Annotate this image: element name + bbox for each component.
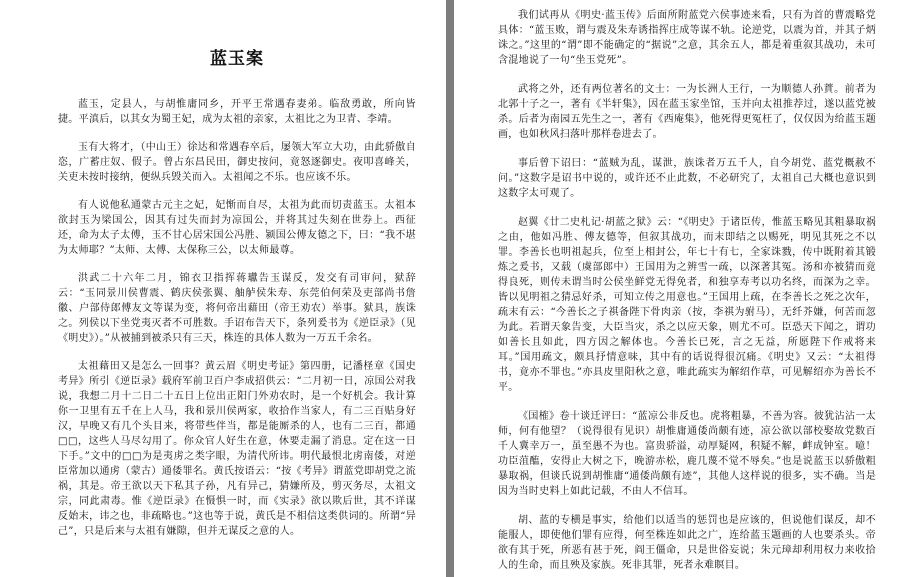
paragraph: 事后曾下诏曰：“蓝贼为乱，谋泄，族诛者万五千人，自今胡党、蓝党概赦不问。”这数字是诏书中说的，或许还不止此数，不必研究了，太祖自己大概也意识到这数字太可观了。 xyxy=(498,158,876,199)
page-title: 蓝玉案 xyxy=(210,49,264,69)
paragraph: 玉有大将才，（中山王）徐达和常遇春卒后，屡领大军立大功，由此骄傲自恣，广蓄庄奴、假子。曾占东昌民田，御史按问，竟怒逐御史。夜叩喜峰关，关吏未按时接纳，便纵兵毁关而入。太祖闻之不乐。也应该不乐。 xyxy=(58,142,416,183)
left-page xyxy=(0,0,446,577)
right-page xyxy=(454,0,900,577)
paragraph: 有人说他私通蒙古元主之妃，妃惭而自尽，太祖为此而切责蓝玉。太祖本欲封玉为梁国公，因其有过失而封为凉国公，并将其过失刻在世券上。西征还，命为太子太傅，玉不甘心居宋国公冯胜、颍国公傅友德之下，曰：“我不堪为太师耶？”太师、太傅、太保称三公，以太师最尊。 xyxy=(58,200,416,256)
paragraph: 我们试再从《明史·蓝玉传》后面所附蓝党六侯事迹来看，只有为首的曹震略党具体：“蓝玉败，谓与震及朱寿诱指挥庄成等谋不轨。论逆党，以震为首，并其子炳诛之。”这里的“谓”即不能确定的“据说”之意，其余五人，都是着重叙其战功，未可含混地说了一句“坐玉党死”。 xyxy=(498,10,876,66)
paragraph: 太祖藉田又是怎么一回事？黄云眉《明史考证》第四册，记潘柽章《国史考异》所引《逆臣录》载府军前卫百户李成招供云：“二月初一日，凉国公对我说，我想二月十二日二十五日上位出正阳门外劝农时，是一个好机会。我计算你一卫里有五千在上人马，我和景川侯两家，收拾作当家人，有二三百贴身好汉，早晚又有几个头目来，将带些伴当，都是能厮杀的人，也有二三百，都通□□，这些人马尽勾用了。你众官人好生在意，休要走漏了消息。定在这一日下手。”文中的□□为是夷虏之类字眼，为清代所讳。明代最恨北虏南倭，对逆臣常加以通虏（蒙古）通倭罪名。黄氏按语云：“按《考异》谓蓝党即胡党之流祸，其是。帝王欲以天下私其子孙，凡有异己，猜嫌所及，剪灭务尽，太祖文宗，同此肃毒。惟《逆臣录》在慑惧一时，而《实录》欲以欺后世，其不详谋反始末，讳之也，非疏略也。”这也等于说，黄氏是不相信这类供词的。所谓“异己”，只是后来与太祖有嫌隙，但并无谋反之意的人。 xyxy=(58,361,416,537)
paragraph: 蓝玉，定县人，与胡惟庸同乡，开平王常遇春妻弟。临敌勇敢，所向皆捷。平滇后，以其女为蜀王妃，成为太祖的亲家，太祖比之为卫青、李靖。 xyxy=(58,99,416,125)
paragraph: 《国榷》卷十谈迁评曰：“蓝凉公非反也。虎将粗暴，不善为容。彼犹沾沾一太师，何有他望？（说得很有见识）胡惟庸通倭尚颇有迹，凉公欲以部校娶故党数百千人冀幸万一，虽至愚不为也。富贵骄溢，动厚疑网，积疑不解，衅成钟室。噫！功臣菹醢，安得止大树之下，晚游赤松，鹿几蔑不觉不辱矣。”也是说蓝玉以骄傲粗暴取祸，但谈氏说到胡惟庸“通倭尚颇有迹”，其他人这样说的很多，实不确。当是因为当时史料上如此记载，不由人不信耳。 xyxy=(498,411,876,497)
paragraph: 武将之外，还有两位著名的文士：一为长洲人王行，一为顺德人孙蕡。前者为北郭十子之一，著有《半轩集》，因在蓝玉家坐馆，玉并向太祖推荐过，遂以蓝党被杀。后者为南园五先生之一，著有《西庵集》，他死得更冤枉了，仅仅因为给蓝玉题画，也如秋风扫落叶那样卷进去了。 xyxy=(498,84,876,140)
paragraph: 洪武二十六年二月，锦衣卫指挥蒋瓛告玉谋反，发交有司审问，狱辞云：“玉同景川侯曹震、鹤庆侯张翼、舳舻侯朱寿、东莞伯何荣及吏部尚书詹徽、户部侍郎傅友文等谋为变，将何帝出藉田（帝王劝农）举事。狱具，族诛之。列侯以下坐党夷灭者不可胜数。手诏布告天下，条列爰书为《逆臣录》（见《明史》）。”从被捕到被杀只有三天，株连的具体人数为一万五千余名。 xyxy=(58,273,416,344)
paragraph: 胡、蓝的专横是事实，给他们以适当的惩罚也是应该的，但说他们谋反，却不能服人，即使他们罪有应得，何至株连如此之广，连给蓝玉题画的人也要杀头。帝欲有其于死，所恶有甚于死，阎王僵命，只是世俗妄说；朱元璋却利用权力来收拾人的生命，而且殃及家族。死非其罪，死者永难瞑目。 xyxy=(498,515,876,571)
paragraph: 赵翼《廿二史札记·胡蓝之狱》云：“《明史》于诸臣传，惟蓝玉略见其粗暴取祸之由，他如冯胜、傅友德等，但叙其战功，而末即结之以赐死，明见其死之不以罪。李善长也明祖起兵，位至上相封公，年七十有七，全家诛戮，传中既附着其锻炼之爰书，又载（虞部郎中）王国用为之辨雪一疏，以深著其冤。汤和亦被猜而竟得良死，则传未谓当时公侯坐鲜党无得免者，和独享寿考以功名终，而深为之幸。皆以见明祖之猜忌好杀，可知立传之用意也。”王国用上疏，在李善长之死之次年，疏末有云：“今善长之子祺备陛下骨肉亲（按，李祺为驸马），无纤芥嫌，何苦而忽为此。若谓天象告变，大臣当灾，杀之以应天象，则尤不可。臣恐天下闻之，谓功如善长且如此，四方因之解体也。今善长已死，言之无益，所愿陛下作戒将来耳。”国用疏文，颇具抒情意味，其中有的话说得很沉痛。《明史》又云：“太祖得书，竟亦不罪也。”亦具皮里阳秋之意，唯此疏实为解绍作草，可见解绍亦为善长不平。 xyxy=(498,217,876,393)
